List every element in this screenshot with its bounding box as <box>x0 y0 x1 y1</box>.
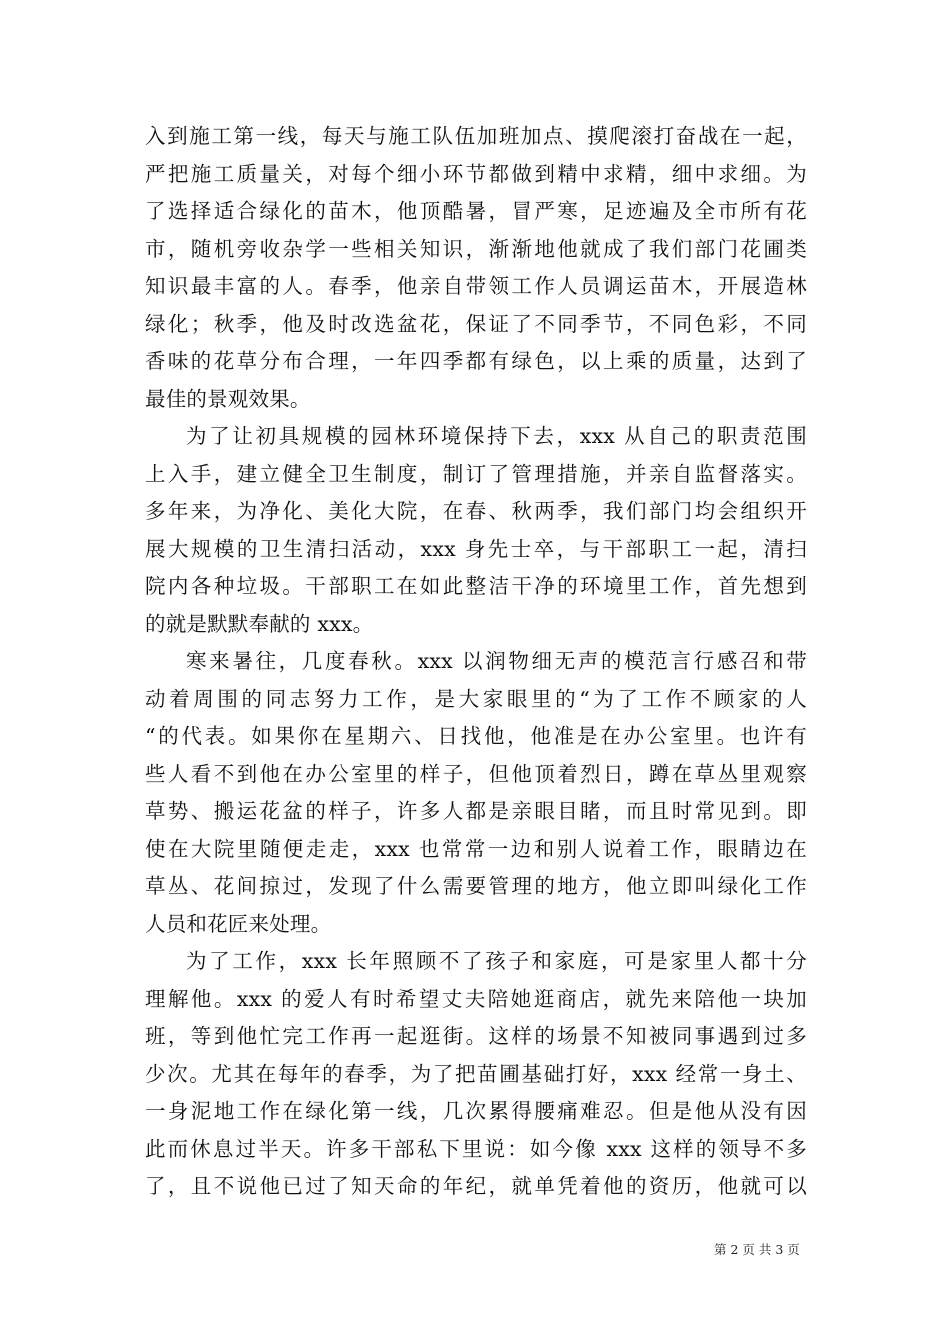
text-line: 院内各种垃圾。干部职工在如此整洁干净的环境里工作，首先想到 <box>145 574 807 598</box>
paragraph-first-line: 为了工作，xxx 长年照顾不了孩子和家庭，可是家里人都十分 <box>186 949 807 973</box>
text-line: 严把施工质量关，对每个细小环节都做到精中求精，细中求细。为 <box>145 161 807 186</box>
text-line: 了，且不说他已过了知天命的年纪，就单凭着他的资历，他就可以 <box>145 1174 807 1198</box>
text-line: 多年来，为净化、美化大院，在春、秋两季，我们部门均会组织开 <box>145 499 807 523</box>
text-line: “的代表。如果你在星期六、日找他，他准是在办公室里。也许有 <box>145 724 807 748</box>
text-line: 的就是默默奉献的 xxx。 <box>145 611 374 636</box>
paragraph-first-line: 为了让初具规模的园林环境保持下去，xxx 从自己的职责范围 <box>186 424 807 448</box>
text-line: 展大规模的卫生清扫活动，xxx 身先士卒，与干部职工一起，清扫 <box>145 536 807 561</box>
text-line: 入到施工第一线，每天与施工队伍加班加点、摸爬滚打奋战在一起， <box>145 124 807 148</box>
text-line: 了选择适合绿化的苗木，他顶酷暑，冒严寒，足迹遍及全市所有花 <box>145 199 807 223</box>
text-line: 上入手，建立健全卫生制度，制订了管理措施，并亲自监督落实。 <box>145 461 807 486</box>
text-line: 绿化；秋季，他及时改选盆花，保证了不同季节，不同色彩，不同 <box>145 311 807 336</box>
text-line: 最佳的景观效果。 <box>145 386 311 411</box>
text-line: 些人看不到他在办公室里的样子，但他顶着烈日，蹲在草丛里观察 <box>145 761 807 786</box>
text-line: 香味的花草分布合理，一年四季都有绿色，以上乘的质量，达到了 <box>145 349 807 373</box>
text-line: 此而休息过半天。许多干部私下里说：如今像 xxx 这样的领导不多 <box>145 1136 807 1161</box>
text-line: 动着周围的同志努力工作，是大家眼里的“为了工作不顾家的人 <box>145 686 807 711</box>
text-line: 人员和花匠来处理。 <box>145 911 332 936</box>
text-line: 使在大院里随便走走，xxx 也常常一边和别人说着工作，眼睛边在 <box>145 836 807 861</box>
text-line: 市，随机旁收杂学一些相关知识，渐渐地他就成了我们部门花圃类 <box>145 236 807 261</box>
document-body <box>145 118 807 1206</box>
text-line: 草丛、花间掠过，发现了什么需要管理的地方，他立即叫绿化工作 <box>145 874 807 898</box>
text-line: 班，等到他忙完工作再一起逛街。这样的场景不知被同事遇到过多 <box>145 1024 807 1048</box>
page-number: 第 2 页 共 3 页 <box>714 1242 800 1257</box>
text-line: 理解他。xxx 的爱人有时希望丈夫陪她逛商店，就先来陪他一块加 <box>145 986 807 1011</box>
text-line: 少次。尤其在每年的春季，为了把苗圃基础打好，xxx 经常一身土、 <box>145 1061 807 1086</box>
text-line: 知识最丰富的人。春季，他亲自带领工作人员调运苗木，开展造林 <box>145 274 807 298</box>
paragraph-first-line: 寒来暑往，几度春秋。xxx 以润物细无声的模范言行感召和带 <box>186 649 807 673</box>
text-line: 一身泥地工作在绿化第一线，几次累得腰痛难忍。但是他从没有因 <box>145 1099 807 1123</box>
text-line: 草势、搬运花盆的样子，许多人都是亲眼目睹，而且时常见到。即 <box>145 799 807 823</box>
